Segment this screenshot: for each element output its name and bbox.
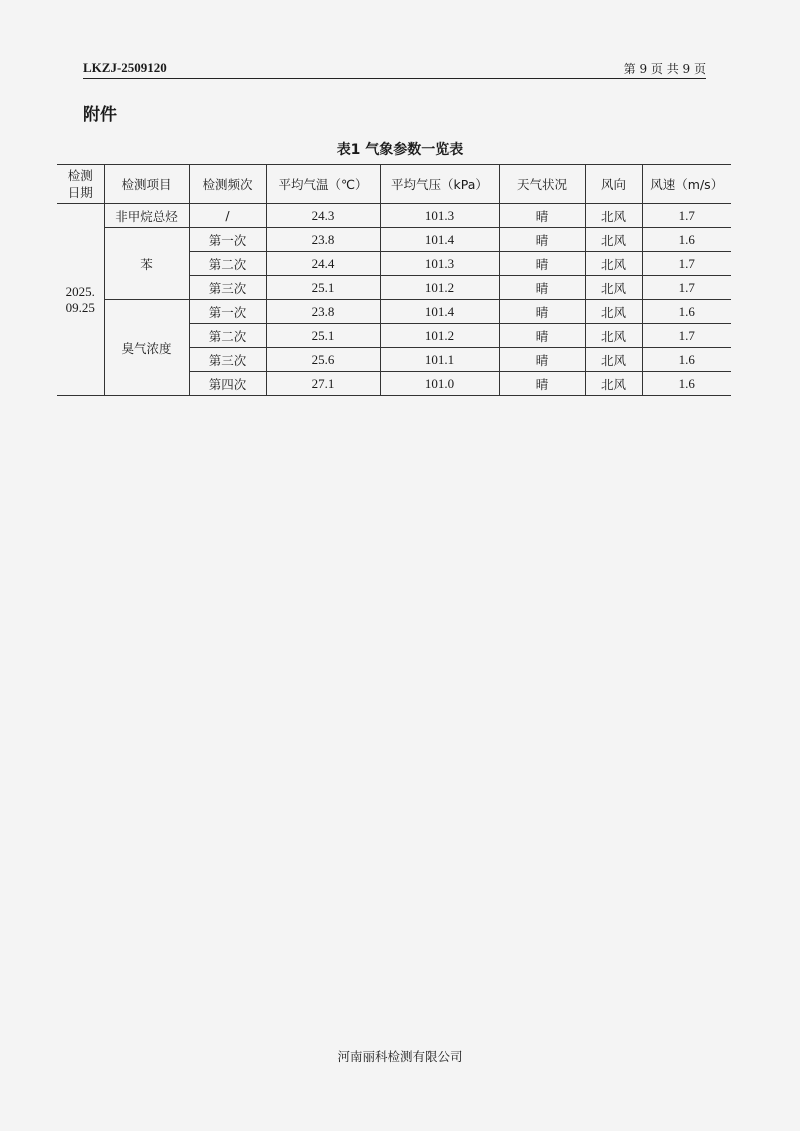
company-footer: 河南丽科检测有限公司: [337, 1049, 463, 1064]
header-cell: 风速（m/s）: [642, 165, 731, 204]
table-caption: 表1 气象参数一览表: [336, 142, 464, 158]
wind-speed-cell: 1.6: [642, 228, 731, 252]
frequency-cell: 第三次: [189, 276, 266, 300]
page-header: [83, 58, 706, 79]
header-cell: 风向: [585, 165, 642, 204]
table-body: [57, 204, 731, 396]
header-cell: 检测 日期: [57, 165, 104, 204]
table-row: [57, 300, 731, 324]
pressure-cell: 101.2: [380, 276, 499, 300]
temperature-cell: 23.8: [266, 300, 380, 324]
header-cell: 平均气温（℃）: [266, 165, 380, 204]
wind-direction-cell: 北风: [585, 228, 642, 252]
frequency-cell: 第四次: [189, 372, 266, 396]
page-number: 第 9 页 共 9 页: [623, 62, 706, 76]
item-cell: 苯: [104, 228, 189, 300]
weather-cell: 晴: [499, 276, 585, 300]
wind-direction-cell: 北风: [585, 372, 642, 396]
weather-cell: 晴: [499, 228, 585, 252]
temperature-cell: 23.8: [266, 228, 380, 252]
wind-direction-cell: 北风: [585, 252, 642, 276]
pressure-cell: 101.4: [380, 228, 499, 252]
weather-cell: 晴: [499, 204, 585, 228]
pressure-cell: 101.3: [380, 252, 499, 276]
wind-direction-cell: 北风: [585, 276, 642, 300]
frequency-cell: 第二次: [189, 324, 266, 348]
meteorological-parameters-table: [57, 164, 731, 396]
frequency-cell: 第二次: [189, 252, 266, 276]
temperature-cell: 25.1: [266, 324, 380, 348]
wind-speed-cell: 1.7: [642, 324, 731, 348]
weather-cell: 晴: [499, 300, 585, 324]
item-cell: 臭气浓度: [104, 300, 189, 396]
frequency-cell: /: [189, 204, 266, 228]
report-number: LKZJ-2509120: [83, 60, 167, 75]
weather-cell: 晴: [499, 252, 585, 276]
table-row: [57, 204, 731, 228]
wind-speed-cell: 1.7: [642, 204, 731, 228]
header-cell: 平均气压（kPa）: [380, 165, 499, 204]
pressure-cell: 101.1: [380, 348, 499, 372]
header-cell: 天气状况: [499, 165, 585, 204]
item-cell: 非甲烷总烃: [104, 204, 189, 228]
wind-speed-cell: 1.7: [642, 252, 731, 276]
temperature-cell: 24.4: [266, 252, 380, 276]
weather-cell: 晴: [499, 372, 585, 396]
wind-speed-cell: 1.6: [642, 300, 731, 324]
wind-speed-cell: 1.7: [642, 276, 731, 300]
wind-direction-cell: 北风: [585, 204, 642, 228]
annex-title: 附件: [83, 105, 117, 125]
temperature-cell: 27.1: [266, 372, 380, 396]
temperature-cell: 24.3: [266, 204, 380, 228]
table-row: [57, 228, 731, 252]
frequency-cell: 第三次: [189, 348, 266, 372]
header-cell: 检测频次: [189, 165, 266, 204]
wind-direction-cell: 北风: [585, 324, 642, 348]
date-cell: 2025. 09.25: [57, 204, 104, 396]
weather-cell: 晴: [499, 324, 585, 348]
table-header-row: [57, 165, 731, 204]
temperature-cell: 25.1: [266, 276, 380, 300]
weather-cell: 晴: [499, 348, 585, 372]
wind-speed-cell: 1.6: [642, 372, 731, 396]
wind-direction-cell: 北风: [585, 348, 642, 372]
frequency-cell: 第一次: [189, 300, 266, 324]
pressure-cell: 101.2: [380, 324, 499, 348]
wind-direction-cell: 北风: [585, 300, 642, 324]
temperature-cell: 25.6: [266, 348, 380, 372]
pressure-cell: 101.3: [380, 204, 499, 228]
wind-speed-cell: 1.6: [642, 348, 731, 372]
header-cell: 检测项目: [104, 165, 189, 204]
pressure-cell: 101.0: [380, 372, 499, 396]
frequency-cell: 第一次: [189, 228, 266, 252]
pressure-cell: 101.4: [380, 300, 499, 324]
